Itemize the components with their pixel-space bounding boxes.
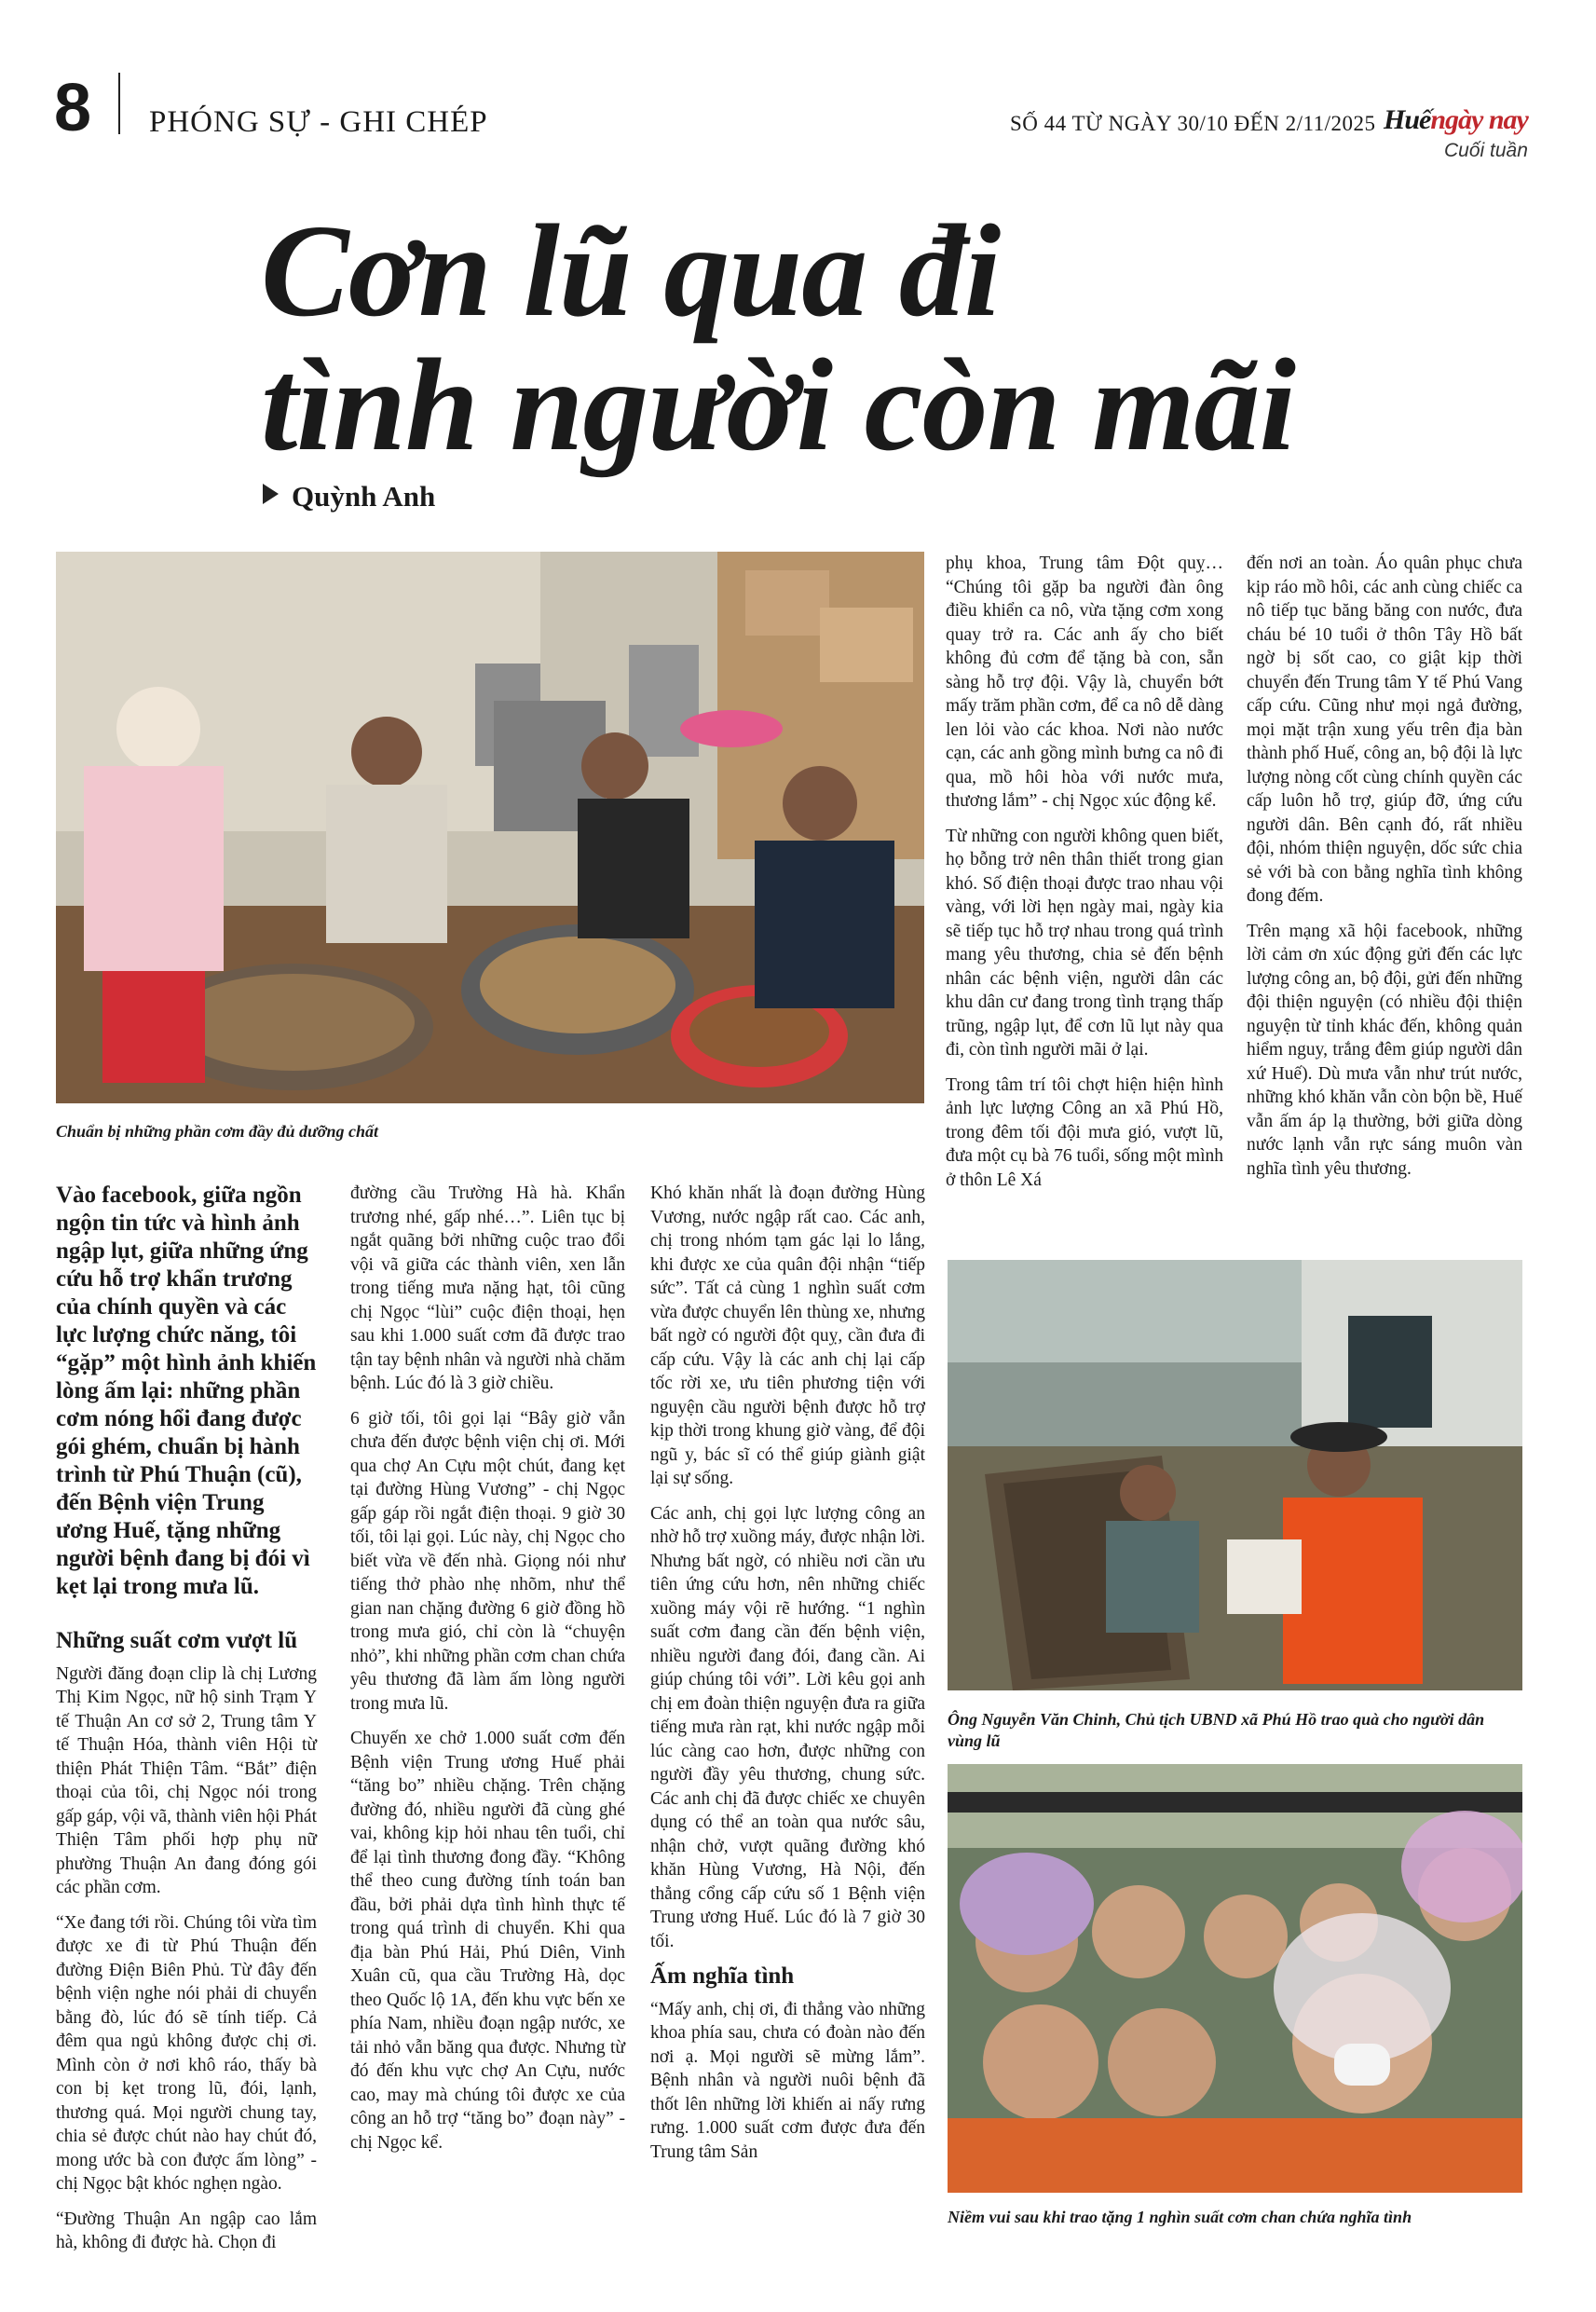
photo-boat-caption: Ông Nguyễn Văn Chinh, Chủ tịch UBND xã Phú Hồ trao quà cho người dân vùng lũ bbox=[948, 1710, 1485, 1750]
paragraph: Chuyến xe chở 1.000 suất cơm đến Bệnh viện Trung ương Huế phải “tăng bo” nhiều chặng. Trên chặng đường đó, nhiều người đã cùng ghé vai, không kịp hỏi nhau tên tuổi, chỉ để lại tình thương đong đầy. “Không thể theo cung đường tính toán ban đầu, bởi phải dựa tình hình thực tế trong quá trình di chuyển. Khi qua địa bàn Phú Hải, Phú Diên, Vinh Xuân cũ, qua cầu Trường Hà, dọc theo Quốc lộ 1A, đến khu vực bến xe phía Nam, nhiều đoạn ngập nước, xe tải nhỏ vẫn băng qua được. Nhưng từ đó đến khu vực chợ An Cựu, nước cao, may mà chúng tôi được xe của công an hỗ trợ “tăng bo” đoạn này” - chị Ngọc kể. bbox=[350, 1729, 625, 2153]
photo-boat-illustration bbox=[948, 1260, 1522, 1690]
photo-cooking-caption: Chuẩn bị những phần cơm đầy đủ dưỡng chất bbox=[56, 1122, 378, 1141]
article-lead: Vào facebook, giữa ngồn ngộn tin tức và hình ảnh ngập lụt, giữa những ứng cứu hỗ trợ khẩn trương của chính quyền và các lực lượng chức năng, tôi “gặp” một hình ảnh khiến lòng ấm lại: những phần cơm nóng hổi đang được gói ghém, chuẩn bị hành trình từ Phú Thuận (cũ), đến Bệnh viện Trung ương Huế, tặng những người bệnh đang bị đói vì kẹt lại trong mưa lũ. bbox=[56, 1183, 317, 1599]
publication-logo bbox=[1384, 104, 1528, 136]
paragraph: Trong tâm trí tôi chợt hiện hiện hình ảnh lực lượng Công an xã Phú Hồ, trong đêm tối đội mưa gió, vượt lũ, đưa một cụ bà 76 tuổi, sống một mình ở thôn Lê Xá bbox=[946, 1074, 1223, 1190]
paragraph: phụ khoa, Trung tâm Đột quỵ… “Chúng tôi gặp ba người đàn ông điều khiển ca nô, vừa tặng cơm xong quay trở ra. Các anh ấy cho biết không đủ cơm để tặng bà con, sẵn sàng hỗ trợ đội. Vậy là, chuyển bớt mấy trăm phần cơm, để ca nô dễ dàng len lỏi vào các khoa. Nơi nào nước cạn, các anh gồng mình bưng ca nô đi qua, mồ hôi hòa với nước mưa, thương lắm” - chị Ngọc xúc động kể. bbox=[946, 554, 1223, 811]
paragraph: Trên mạng xã hội facebook, những lời cảm ơn xúc động gửi đến các lực lượng công an, bộ đội, gửi đến những đội thiện nguyện (có nhiều đội thiện nguyện từ tỉnh khác đến, không quản hiểm nguy, trắng đêm giúp người dân xứ Huế). Dù mưa vẫn như trút nước, những khó khăn vẫn còn bộn bề, Huế vẫn ấm áp lạ thường, bởi giữa dòng nước lạnh vẫn rực sáng muôn vàn nghĩa tình yêu thương. bbox=[1247, 921, 1522, 1179]
author-name: Quỳnh Anh bbox=[292, 480, 436, 513]
paragraph: “Đường Thuận An ngập cao lắm hà, không đi được hà. Chọn đi bbox=[56, 2209, 317, 2252]
section-title: PHÓNG SỰ - GHI CHÉP bbox=[149, 105, 488, 139]
paragraph: Từ những con người không quen biết, họ bỗng trở nên thân thiết trong gian khó. Số điện thoại được trao nhau vội vàng, với lời hẹn ngày mai, ngày kia sẽ tiếp tục hỗ trợ nhau trong quá trình mang yêu thương, chia sẻ đến bệnh nhân các bệnh viện, người dân các khu dân cư đang trong tình trạng thấp trũng, ngập lụt, để cơn lũ lụt này qua đi, còn tình người mãi ở lại. bbox=[946, 826, 1223, 1060]
paragraph: Người đăng đoạn clip là chị Lương Thị Kim Ngọc, nữ hộ sinh Trạm Y tế Thuận An cơ sở 2, Trung tâm Y tế Thuận Hóa, thành viên Hội từ thiện Phát Thiện Tâm. “Bắt” điện thoại của tôi, chị Ngọc nói trong gấp gáp, vội vã, thành viên hội Phát Thiện Tâm phối hợp phụ nữ phường Thuận An đang đóng gói các phần cơm. bbox=[56, 1663, 317, 1897]
title-line-2: tình người còn mãi bbox=[261, 331, 1295, 478]
photo-volunteers bbox=[948, 1764, 1522, 2193]
paragraph: Các anh, chị gọi lực lượng công an nhờ hỗ trợ xuồng máy, được nhận lời. Nhưng bất ngờ, có nhiều nơi cần ưu tiên ứng cứu hơn, nên những chiếc xuồng máy vội rẽ hướng. “1 nghìn suất cơm đang cần đến bệnh viện, nhiều người đang đói, đang cần. Ai giúp chúng tôi với”. Lời kêu gọi anh chị em đoàn thiện nguyện đưa ra giữa tiếng mưa ràn rạt, khi nước ngập mỗi lúc càng cao hơn, được những con người đầy yêu thương, chung sức. Các anh chị đã được chiếc xe chuyên dụng có thể an toàn qua nước sâu, nhận chở, vượt quãng đường khó khăn Hùng Vương, Hà Nội, đến thẳng cổng cấp cứu số 1 Bệnh viện Trung ương Huế. Lúc đó là 7 giờ 30 tối. bbox=[650, 1503, 925, 1951]
photo-cooking-illustration bbox=[56, 552, 924, 1103]
subheading-1: Những suất cơm vượt lũ bbox=[56, 1628, 298, 1653]
column-5 bbox=[1247, 552, 1522, 1192]
byline-triangle-icon bbox=[263, 484, 279, 504]
column-2 bbox=[350, 1182, 625, 2166]
author-byline bbox=[263, 480, 435, 513]
logo-ngaynay: ngày nay bbox=[1430, 104, 1528, 135]
paragraph: Khó khăn nhất là đoạn đường Hùng Vương, nước ngập rất cao. Các anh, chị trong nhóm tạm gác lại lo lắng, khi được xe của quân đội nhận “tiếp sức”. Tất cả cùng 1 nghìn suất cơm vừa được chuyển lên thùng xe, nhưng bất ngờ có người đột quỵ, cần đưa đi cấp cứu. Vậy là các anh chị lại cấp tốc rời xe, ưu tiên phương tiện với nguyện cầu người bệnh được hỗ trợ kịp thời trong khung giờ vàng, để đội ngũ y, bác sĩ có thể giúp giành giật lại sự sống. bbox=[650, 1183, 925, 1488]
photo-cooking bbox=[56, 552, 924, 1103]
issue-info: SỐ 44 TỪ NGÀY 30/10 ĐẾN 2/11/2025 bbox=[1010, 112, 1376, 135]
column-4 bbox=[946, 552, 1223, 1203]
column-3 bbox=[650, 1182, 925, 2175]
logo-hue: Huế bbox=[1384, 104, 1431, 135]
paragraph: đến nơi an toàn. Áo quân phục chưa kịp ráo mồ hôi, các anh cùng chiếc ca nô tiếp tục băng băng con nước, đưa cháu bé 10 tuổi ở thôn Tây Hồ bất ngờ bị sốt cao, co giật kịp thời chuyển đến Trung tâm Y tế Phú Vang cấp cứu. Cũng như mọi ngả đường, mọi mặt trận xung yếu trên địa bàn thành phố Huế, công an, bộ đội là lực lượng nòng cốt cùng chính quyền các cấp luôn hỗ trợ, giúp đỡ, ứng cứu người dân. Bên cạnh đó, rất nhiều đội, nhóm thiện nguyện, dốc sức chia sẻ với bà con bằng nghĩa tình không đong đếm. bbox=[1247, 554, 1522, 906]
page-number: 8 bbox=[54, 71, 92, 145]
logo-subtitle: Cuối tuần bbox=[1444, 140, 1528, 161]
photo-boat-gift bbox=[948, 1260, 1522, 1690]
photo-volunteers-illustration bbox=[948, 1764, 1522, 2193]
paragraph: “Mấy anh, chị ơi, đi thẳng vào những khoa phía sau, chưa có đoàn nào đến nơi ạ. Mọi người sẽ mừng lắm”. Bệnh nhân và người nuôi bệnh đã thốt lên những lời khiến ai nấy rưng rưng. 1.000 suất cơm được đưa đến Trung tâm Sản bbox=[650, 1999, 925, 2162]
paragraph: 6 giờ tối, tôi gọi lại “Bây giờ vẫn chưa đến được bệnh viện chị ơi. Mới qua chợ An Cựu một chút, đang kẹt tại đường Hùng Vương” - chị Ngọc gấp gáp rồi ngắt điện thoại. 9 giờ 30 tối, tôi lại gọi. Lúc này, chị Ngọc cho biết vừa về đến nhà. Giọng nói như tiếng thở phào nhẹ nhõm, như thể gian nan chặng đường 6 giờ đồng hồ trong mưa gió, chỉ còn là “chuyện nhỏ”, khi những phần cơm chan chứa yêu thương đã làm ấm lòng người trong mưa lũ. bbox=[350, 1408, 625, 1714]
paragraph: đường cầu Trường Hà hà. Khẩn trương nhé, gấp nhé…”. Liên tục bị ngắt quãng bởi những cuộc trao đổi vội vã giữa các thành viên, xen lẫn trong tiếng mưa nặng hạt, tôi cũng chị Ngọc “lùi” cuộc điện thoại, hẹn sau khi 1.000 suất cơm đã được trao tận tay bệnh nhân và người nhà chăm bệnh. Lúc đó là 3 giờ chiều. bbox=[350, 1183, 625, 1393]
column-1 bbox=[56, 1182, 317, 2266]
article-title bbox=[261, 197, 1472, 478]
header-divider bbox=[118, 73, 120, 134]
title-line-1: Cơn lũ qua đi bbox=[261, 197, 1001, 344]
photo-volunteers-caption: Niềm vui sau khi trao tặng 1 nghìn suất cơm chan chứa nghĩa tình bbox=[948, 2208, 1412, 2226]
paragraph: “Xe đang tới rồi. Chúng tôi vừa tìm được xe đi từ Phú Thuận đến đường Điện Biên Phủ. Từ đây đến bệnh viện nghe nói phải di chuyển bằng đò, lúc đó sẽ tính tiếp. Cả đêm qua ngủ không được chị ơi. Mình còn ở nơi khô ráo, thấy bà con bị kẹt trong lũ, đói, lạnh, thương quá. Mọi người chung tay, chia sẻ được chút nào hay chút đó, mong ước bà con được ấm lòng” - chị Ngọc bật khóc nghẹn ngào. bbox=[56, 1912, 317, 2194]
subheading-2: Ấm nghĩa tình bbox=[650, 1963, 795, 1989]
